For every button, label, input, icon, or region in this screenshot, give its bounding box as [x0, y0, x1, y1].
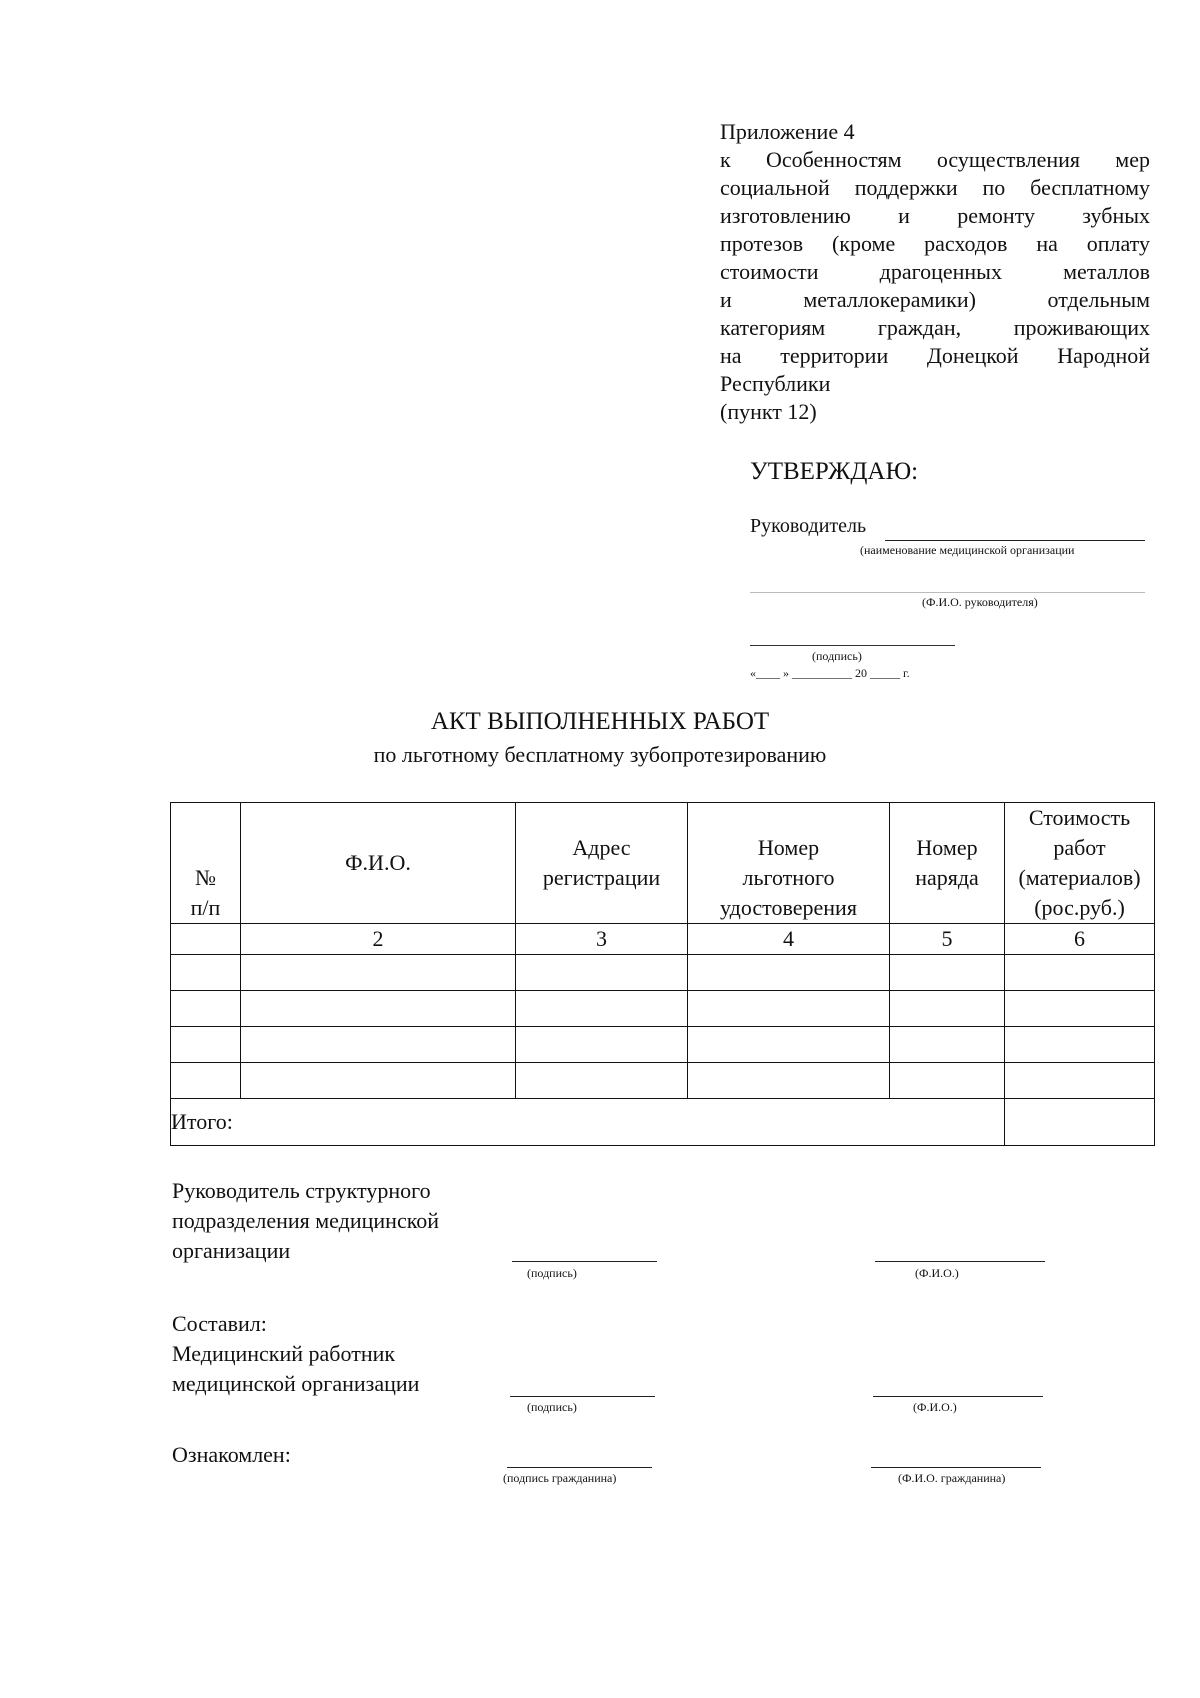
document-subtitle: по льготному бесплатному зубопротезированию [373, 742, 827, 767]
table-cell[interactable] [171, 1027, 241, 1063]
column-header-certificate: Номер льготного удостоверения [688, 803, 890, 924]
table-row [171, 1063, 1155, 1099]
appendix-line: Республики [720, 371, 831, 396]
column-number-cell: 5 [890, 924, 1005, 955]
table-cell[interactable] [1005, 1027, 1155, 1063]
approval-signature-caption: (подпись) [812, 649, 862, 663]
name-caption: (Ф.И.О. гражданина) [898, 1471, 1006, 1485]
table-row [171, 955, 1155, 991]
table-cell[interactable] [516, 955, 688, 991]
total-value-cell[interactable] [1005, 1099, 1155, 1146]
table-cell[interactable] [890, 991, 1005, 1027]
signature-caption: (подпись) [527, 1266, 577, 1280]
head-name-caption: (Ф.И.О. руководителя) [922, 595, 1038, 609]
appendix-line: протезов (кроме расходов на оплату [720, 231, 1150, 256]
signature-caption: (подпись) [527, 1400, 577, 1414]
signature-line [510, 1396, 655, 1397]
table-cell[interactable] [890, 955, 1005, 991]
document-title: АКТ ВЫПОЛНЕННЫХ РАБОТ [430, 708, 770, 735]
table-cell[interactable] [241, 955, 516, 991]
total-label: Итого: [171, 1099, 1005, 1146]
appendix-line: стоимости драгоценных металлов [720, 259, 1150, 284]
column-header-cost: Стоимость работ (материалов) (рос.руб.) [1005, 803, 1155, 924]
appendix-line: Приложение 4 [720, 119, 855, 144]
table-cell[interactable] [1005, 955, 1155, 991]
name-line [875, 1261, 1045, 1262]
total-row [171, 1099, 1155, 1146]
table-cell[interactable] [171, 1063, 241, 1099]
table-cell[interactable] [688, 955, 890, 991]
name-caption: (Ф.И.О.) [915, 1266, 959, 1280]
table-cell[interactable] [171, 955, 241, 991]
appendix-line: на территории Донецкой Народной [720, 343, 1150, 368]
name-line [873, 1396, 1043, 1397]
appendix-line: и металлокерамики) отдельным [720, 287, 1150, 312]
org-name-line [885, 540, 1145, 541]
head-name-line [750, 592, 1145, 593]
table-cell[interactable] [688, 1027, 890, 1063]
appendix-line: категориям граждан, проживающих [720, 315, 1150, 340]
column-number-cell: 6 [1005, 924, 1155, 955]
appendix-line: (пункт 12) [720, 399, 817, 424]
signature-role-composer: Составил: Медицинский работник медицинской организации [172, 1311, 420, 1396]
signature-role-head: Руководитель структурного подразделения медицинской организации [172, 1178, 440, 1263]
column-number-cell: 3 [516, 924, 688, 955]
signature-role-acquainted: Ознакомлен: [172, 1442, 291, 1467]
table-cell[interactable] [890, 1027, 1005, 1063]
column-header-number: № п/п [171, 803, 241, 924]
table-row [171, 1027, 1155, 1063]
table-cell[interactable] [241, 1027, 516, 1063]
column-number-row [171, 924, 1155, 955]
table-row [171, 991, 1155, 1027]
table-cell[interactable] [688, 991, 890, 1027]
table-cell[interactable] [516, 1063, 688, 1099]
name-line [871, 1467, 1041, 1468]
appendix-block [720, 118, 1150, 426]
column-number-cell: 2 [241, 924, 516, 955]
appendix-line: изготовлению и ремонту зубных [720, 203, 1150, 228]
table-cell[interactable] [171, 991, 241, 1027]
column-header-fio: Ф.И.О. [241, 803, 516, 924]
org-name-caption: (наименование медицинской организации [860, 543, 1075, 557]
signature-line [512, 1261, 657, 1262]
approval-date-line: «____ » __________ 20 _____ г. [750, 666, 910, 680]
signature-caption: (подпись гражданина) [503, 1471, 617, 1485]
column-header-order: Номер наряда [890, 803, 1005, 924]
table-cell[interactable] [688, 1063, 890, 1099]
column-number-cell [171, 924, 241, 955]
works-table [170, 802, 1155, 1146]
signature-line [507, 1467, 652, 1468]
table-cell[interactable] [241, 991, 516, 1027]
table-cell[interactable] [1005, 1063, 1155, 1099]
table-cell[interactable] [1005, 991, 1155, 1027]
name-caption: (Ф.И.О.) [913, 1400, 957, 1414]
table-cell[interactable] [516, 1027, 688, 1063]
appendix-line: социальной поддержки по бесплатному [720, 175, 1150, 200]
approval-signature-line [750, 645, 955, 646]
table-cell[interactable] [241, 1063, 516, 1099]
table-cell[interactable] [516, 991, 688, 1027]
approval-title: УТВЕРЖДАЮ: [750, 458, 919, 485]
column-header-address: Адрес регистрации [516, 803, 688, 924]
appendix-line: к Особенностям осуществления мер [720, 147, 1150, 172]
table-header-row [171, 803, 1155, 924]
column-number-cell: 4 [688, 924, 890, 955]
head-label: Руководитель [750, 515, 867, 537]
table-cell[interactable] [890, 1063, 1005, 1099]
